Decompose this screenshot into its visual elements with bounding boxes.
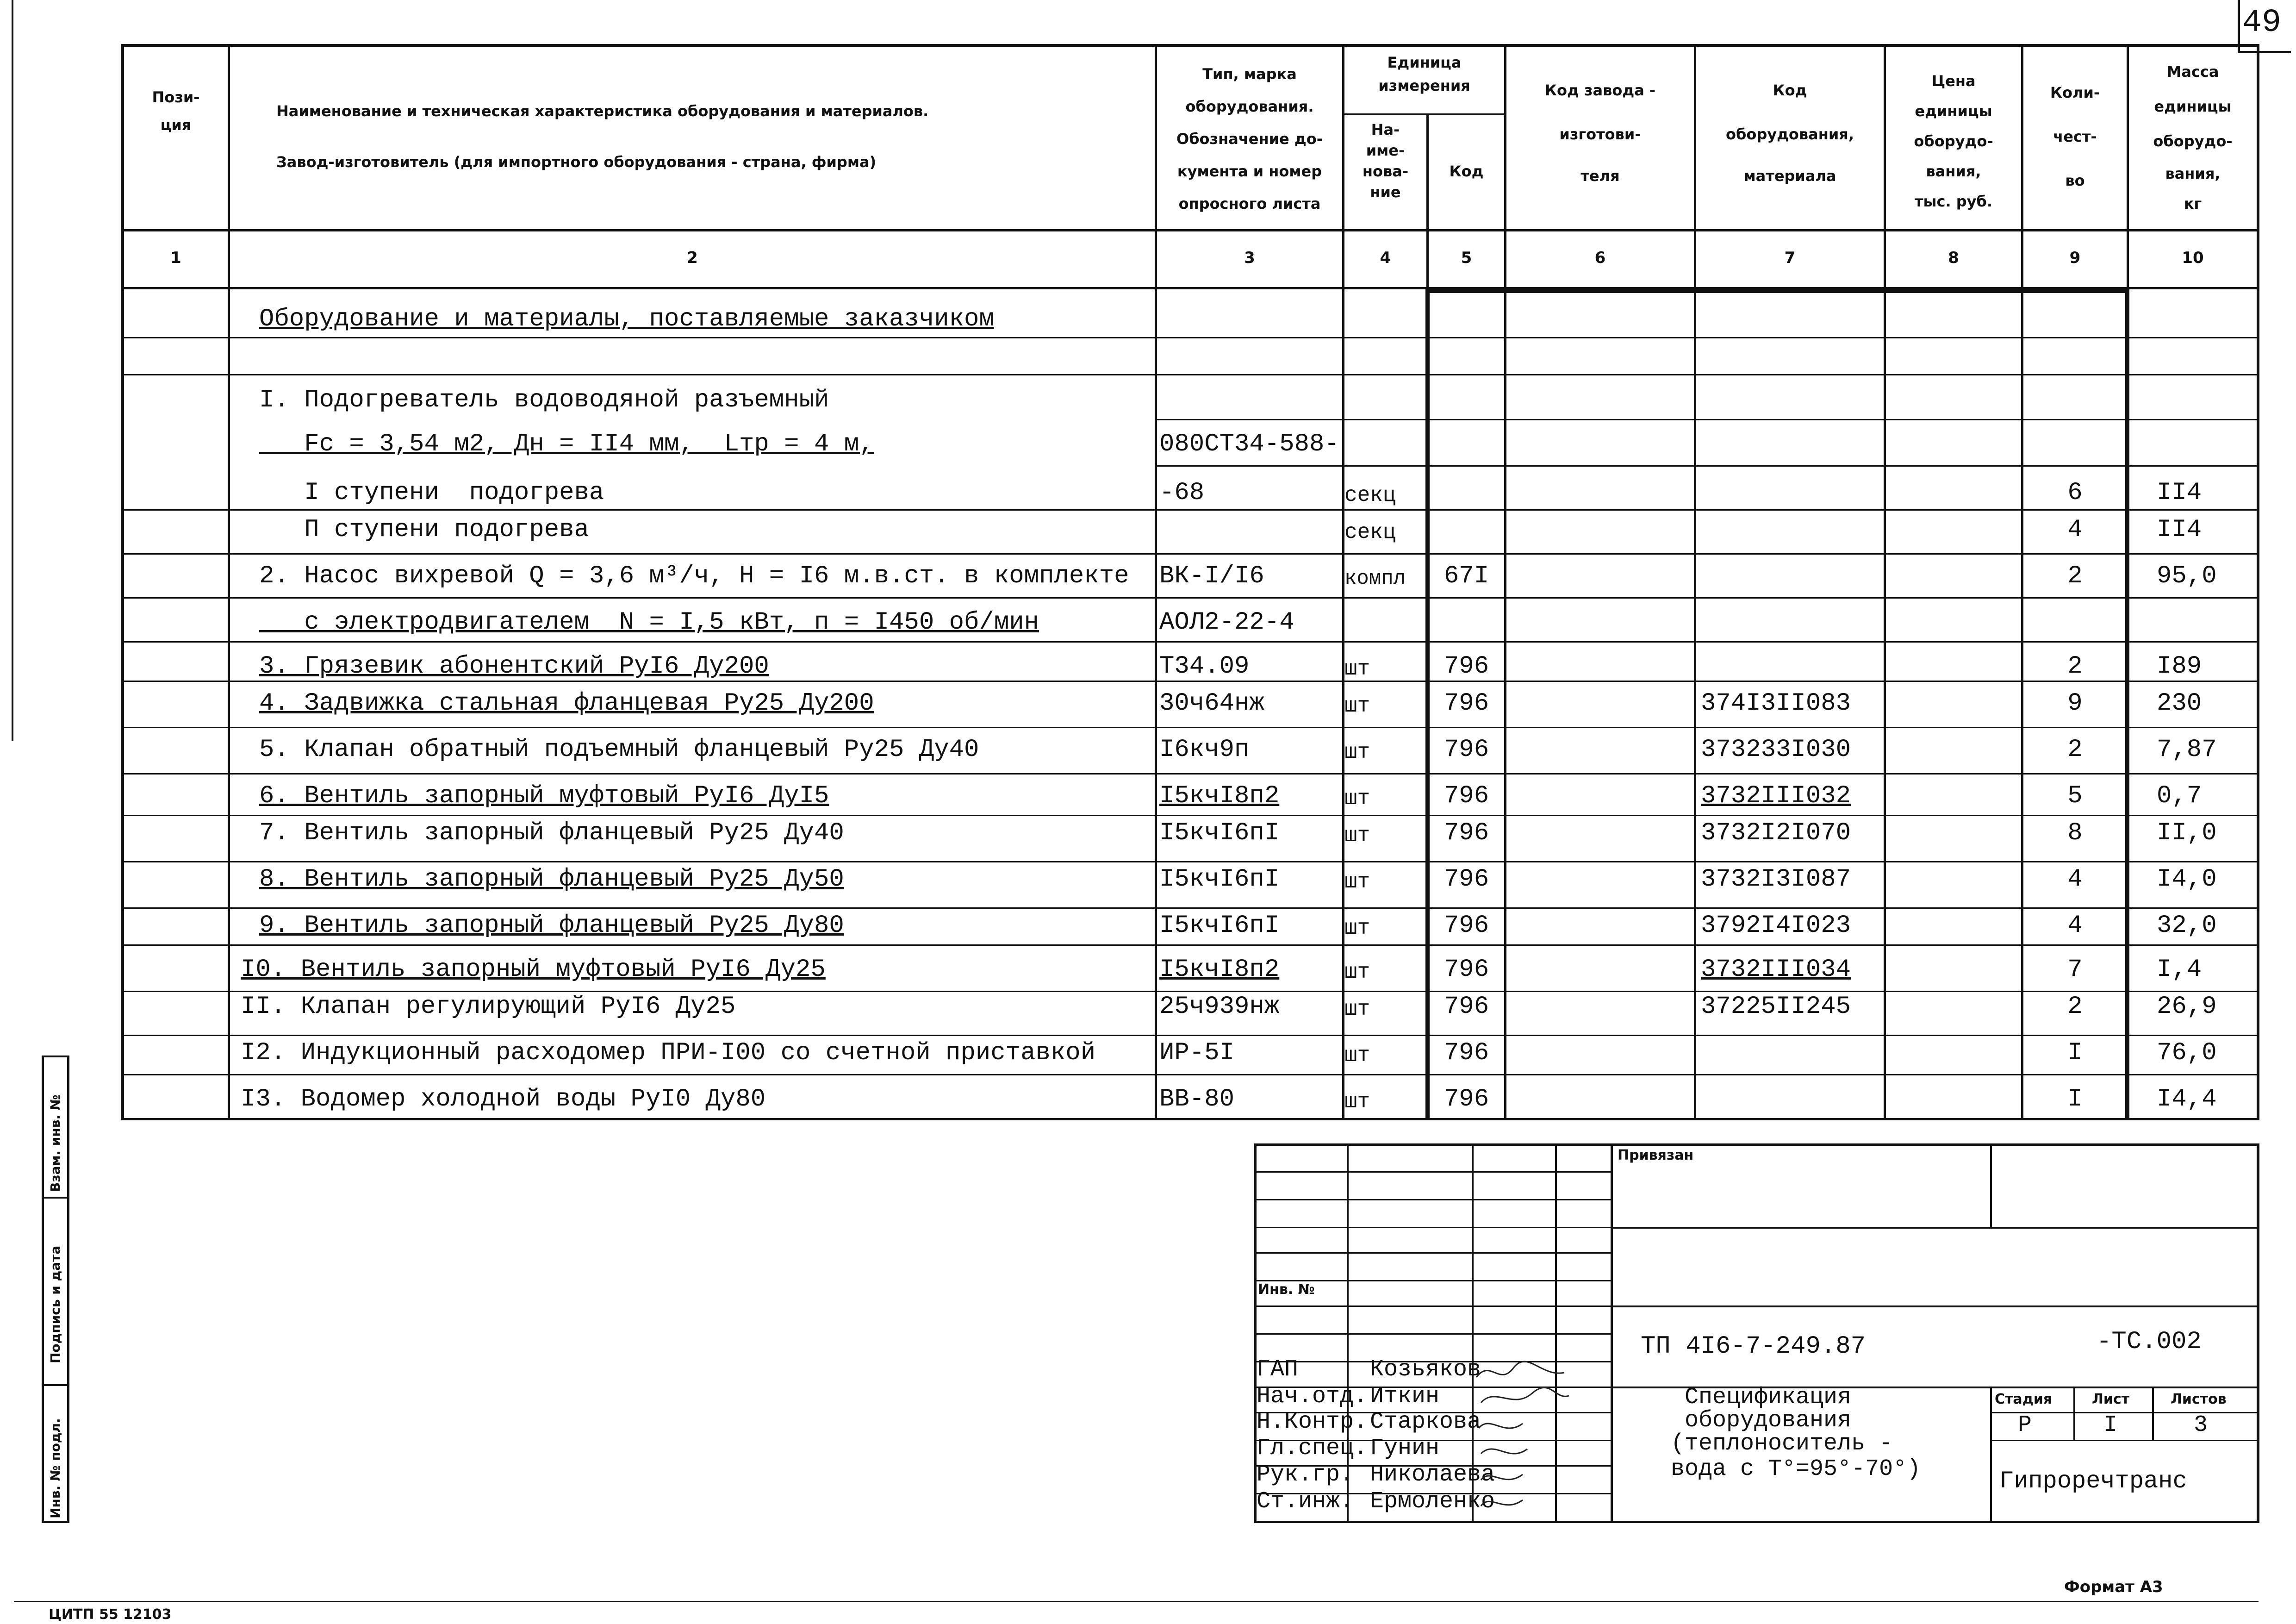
row-name: 7. Вентиль запорный фланцевый Ру25 Ду40 (259, 819, 844, 847)
stamp-name: Иткин (1370, 1383, 1440, 1410)
row-matcode: 37225II245 (1701, 993, 1851, 1021)
row-code: 796 (1444, 993, 1489, 1021)
row-name: 6. Вентиль запорный муфтовый РуI6 ДуI5 (259, 782, 829, 810)
header-mass-2: единицы (2154, 98, 2232, 115)
row-type: Т34.09 (1159, 652, 1250, 681)
side-label: Инв. № подл. (48, 1418, 63, 1518)
row-type: I6кч9п (1159, 736, 1250, 764)
stamp-role: Гл.спец. (1257, 1435, 1368, 1462)
row-unit: шт (1344, 960, 1370, 984)
footer-line (14, 1601, 2259, 1602)
row-mass: II4 (2157, 516, 2202, 544)
header-unit-name-1: На- (1371, 121, 1400, 138)
col-number: 2 (687, 249, 698, 267)
row-matcode: 3732I2I070 (1701, 819, 1851, 847)
header-unit-name-2: име- (1366, 142, 1405, 159)
row-unit: шт (1344, 1043, 1370, 1068)
stamp-name: Ермоленко (1370, 1488, 1495, 1515)
doc-title-1: Спецификация (1685, 1384, 1852, 1411)
header-unit-name-4: ние (1370, 183, 1401, 201)
header-type-4: кумента и номер (1177, 162, 1322, 180)
organization: Гипроречтранс (1999, 1468, 2187, 1495)
row-qty: 2 (2067, 736, 2083, 764)
stamp-role: Рук.гр. (1257, 1462, 1354, 1488)
inv-no-label: Инв. № (1258, 1281, 1315, 1298)
row-name: I0. Вентиль запорный муфтовый РуI6 Ду25 (241, 956, 826, 984)
stamp-name: Козьяков (1370, 1356, 1481, 1383)
row-matcode: 3732I3I087 (1701, 865, 1851, 893)
stamp-role: Ст.инж. (1257, 1488, 1354, 1515)
row-unit: шт (1344, 997, 1370, 1021)
col-number: 1 (170, 249, 181, 267)
row-unit: шт (1344, 916, 1370, 940)
row-unit: шт (1344, 824, 1370, 848)
footer-right: Формат А3 (2064, 1578, 2163, 1596)
row-qty: 4 (2067, 865, 2083, 893)
row-type: ИР-5I (1159, 1039, 1235, 1067)
header-qty-1: Коли- (2050, 84, 2100, 101)
row-code: 796 (1444, 956, 1489, 984)
doc-suffix: -ТС.002 (2097, 1328, 2202, 1356)
signature-scribbles (1472, 1359, 1611, 1521)
header-type-5: опросного листа (1178, 195, 1321, 212)
row-code: 796 (1444, 652, 1489, 681)
header-mass-5: кг (2184, 195, 2202, 212)
col-number: 4 (1380, 249, 1391, 267)
sheet-value: I (2103, 1412, 2118, 1438)
row-name: I3. Водомер холодной воды РуI0 Ду80 (241, 1085, 766, 1113)
row-mass: I4,4 (2157, 1085, 2217, 1113)
row-matcode: 3732III032 (1701, 782, 1851, 810)
header-price-2: единицы (1915, 102, 1992, 120)
row-code: 796 (1444, 819, 1489, 847)
header-type-2: оборудования. (1185, 98, 1314, 115)
row-name: 8. Вентиль запорный фланцевый Ру25 Ду50 (259, 865, 844, 893)
row-mass: I4,0 (2157, 865, 2217, 893)
header-position: Пози- ция (152, 88, 200, 134)
header-mass-4: вания, (2165, 165, 2221, 182)
row-unit: шт (1344, 787, 1370, 811)
privyazan-label: Привязан (1618, 1147, 1694, 1163)
header-matcode-1: Код (1773, 81, 1807, 99)
row-code: 796 (1444, 782, 1489, 810)
row-type: I5кчI6пI (1159, 819, 1280, 847)
row-mass: 7,87 (2157, 736, 2217, 764)
stamp-role: Нач.отд. (1257, 1383, 1368, 1410)
sheets-label: Листов (2171, 1391, 2227, 1407)
row-code: 796 (1444, 1085, 1489, 1113)
page-number: 49 (2242, 5, 2282, 41)
row-mass: 32,0 (2157, 912, 2217, 940)
row-type: 25ч939нж (1159, 993, 1280, 1021)
header-factory-2: изготови- (1559, 125, 1641, 143)
header-price-5: тыс. руб. (1914, 193, 1992, 210)
row-type: 30ч64нж (1159, 689, 1264, 718)
row-type: ВВ-80 (1159, 1085, 1235, 1113)
row-matcode: 3732III034 (1701, 956, 1851, 984)
row-qty: 8 (2067, 819, 2083, 847)
row-mass: II4 (2157, 479, 2202, 507)
row-mass: 26,9 (2157, 993, 2217, 1021)
col-number: 6 (1594, 249, 1606, 267)
header-unit-group-2: измерения (1378, 77, 1470, 94)
header-price-4: вания, (1926, 162, 1981, 180)
row-mass: 0,7 (2157, 782, 2202, 810)
row-name: 2. Насос вихревой Q = 3,6 м³/ч, Н = I6 м.в.ст. в комплекте (259, 562, 1129, 590)
row-qty: 2 (2067, 652, 2083, 681)
row-qty: 5 (2067, 782, 2083, 810)
sheet-label: Лист (2092, 1391, 2130, 1407)
row-mass: I89 (2157, 652, 2202, 681)
row-name: 3. Грязевик абонентский РуI6 Ду200 (259, 652, 769, 681)
row-mass: 76,0 (2157, 1039, 2217, 1067)
col-number: 9 (2069, 249, 2081, 267)
header-matcode-3: материала (1743, 167, 1836, 185)
header-price-1: Цена (1931, 72, 1976, 90)
col-number: 5 (1461, 249, 1472, 267)
row-matcode: 374I3II083 (1701, 689, 1851, 718)
header-factory-1: Код завода - (1544, 81, 1656, 99)
row-code: 796 (1444, 689, 1489, 718)
doc-code: ТП 4I6-7-249.87 (1641, 1332, 1866, 1361)
header-matcode-2: оборудования, (1726, 125, 1854, 143)
header-name-line2: Завод-изготовитель (для импортного оборудования - страна, фирма) (276, 153, 877, 171)
col-number: 8 (1948, 249, 1959, 267)
header-mass-1: Масса (2166, 63, 2219, 81)
row-name: 5. Клапан обратный подъемный фланцевый Ру25 Ду40 (259, 736, 979, 764)
col-number: 10 (2182, 249, 2204, 267)
row-matcode: 3792I4I023 (1701, 912, 1851, 940)
row-name: с электродвигателем N = I,5 кВт, п = I450 об/мин (259, 608, 1039, 637)
header-price-3: оборудо- (1914, 132, 1993, 150)
row-unit: компл (1344, 567, 1406, 590)
doc-title-2: оборудования (1685, 1407, 1852, 1434)
row-name: I2. Индукционный расходомер ПРИ-I00 со счетной приставкой (241, 1039, 1096, 1067)
row-name: П ступени подогрева (259, 516, 589, 544)
row-mass: I,4 (2157, 956, 2202, 984)
row-code: 796 (1444, 1039, 1489, 1067)
margin-line (12, 0, 13, 741)
row-name: 9. Вентиль запорный фланцевый Ру25 Ду80 (259, 912, 844, 940)
row-type: АОЛ2-22-4 (1159, 608, 1294, 637)
row-qty: 4 (2067, 516, 2083, 544)
doc-title-3: (теплоноситель - (1671, 1430, 1893, 1457)
row-name: II. Клапан регулирующий РуI6 Ду25 (241, 993, 736, 1021)
row-type: -68 (1159, 479, 1205, 507)
header-qty-3: во (2065, 172, 2085, 189)
header-qty-2: чест- (2053, 128, 2097, 145)
header-unit-name-3: нова- (1362, 162, 1409, 180)
row-code: 67I (1444, 562, 1489, 590)
row-mass: II,0 (2157, 819, 2217, 847)
row-name: 4. Задвижка стальная фланцевая Ру25 Ду200 (259, 689, 874, 718)
row-code: 796 (1444, 865, 1489, 893)
row-type: I5кчI8п2 (1159, 956, 1280, 984)
section-title: Оборудование и материалы, поставляемые заказчиком (259, 305, 994, 333)
row-unit: шт (1344, 740, 1370, 764)
row-qty: 2 (2067, 562, 2083, 590)
row-code: 796 (1444, 912, 1489, 940)
row-type: I5кчI8п2 (1159, 782, 1280, 810)
row-name: I. Подогреватель водоводяной разъемный (259, 386, 829, 414)
row-qty: 2 (2067, 993, 2083, 1021)
col-number: 3 (1244, 249, 1255, 267)
row-type: I5кчI6пI (1159, 912, 1280, 940)
row-mass: 95,0 (2157, 562, 2217, 590)
side-label: Подпись и дата (48, 1245, 63, 1363)
stage-label: Стадия (1995, 1391, 2053, 1407)
row-unit: шт (1344, 657, 1370, 681)
row-qty: 6 (2067, 479, 2083, 507)
stamp-role: Н.Контр. (1257, 1409, 1368, 1435)
header-unit-group-1: Единица (1387, 54, 1462, 71)
side-label: Взам. инв. № (48, 1094, 63, 1192)
row-type: I5кчI6пI (1159, 865, 1280, 893)
header-type-1: Тип, марка (1202, 65, 1297, 83)
row-qty: I (2067, 1085, 2083, 1113)
header-factory-3: теля (1580, 167, 1620, 185)
row-qty: I (2067, 1039, 2083, 1067)
doc-title-4: вода с Т°=95°-70°) (1671, 1456, 1921, 1482)
header-unit-code: Код (1449, 162, 1484, 180)
row-unit: шт (1344, 694, 1370, 718)
row-unit: секц (1344, 483, 1396, 507)
row-qty: 9 (2067, 689, 2083, 718)
col-number: 7 (1784, 249, 1796, 267)
row-unit: секц (1344, 520, 1396, 544)
row-matcode: 373233I030 (1701, 736, 1851, 764)
stamp-role: ГАП (1257, 1356, 1299, 1383)
row-name: I ступени подогрева (259, 479, 604, 507)
row-unit: шт (1344, 1090, 1370, 1114)
row-code: 796 (1444, 736, 1489, 764)
row-name: Fс = 3,54 м2, Дн = II4 мм, Lтр = 4 м, (259, 430, 874, 458)
stamp-name: Старкова (1370, 1409, 1481, 1435)
footer-left: ЦИТП 55 12103 (49, 1606, 172, 1623)
row-type: ВК-I/I6 (1159, 562, 1264, 590)
sheets-value: 3 (2194, 1412, 2208, 1438)
row-mass: 230 (2157, 689, 2202, 718)
stage-value: Р (2018, 1412, 2032, 1438)
row-qty: 4 (2067, 912, 2083, 940)
row-unit: шт (1344, 870, 1370, 894)
header-type-3: Обозначение до- (1176, 130, 1323, 148)
row-type: 080СТ34-588- (1159, 430, 1339, 458)
stamp-name: Николаева (1370, 1462, 1495, 1488)
row-qty: 7 (2067, 956, 2083, 984)
header-name-line1: Наименование и техническая характеристика оборудования и материалов. (276, 102, 929, 120)
stamp-name: Гунин (1370, 1435, 1440, 1462)
header-mass-3: оборудо- (2153, 132, 2233, 150)
